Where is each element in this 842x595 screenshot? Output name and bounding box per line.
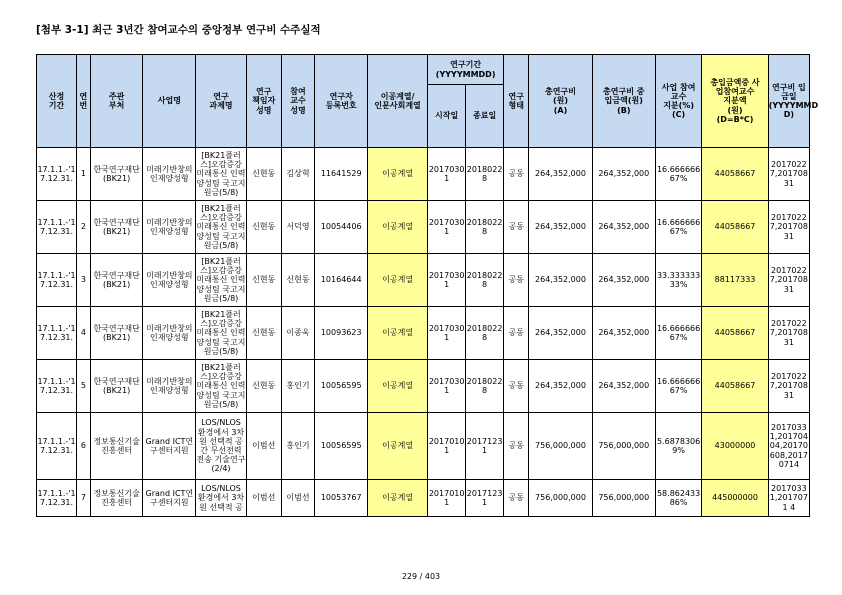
cell-type: 공동	[504, 307, 529, 360]
cell-participant: 신현동	[281, 254, 315, 307]
cell-start: 20170101	[428, 480, 466, 517]
header-participant: 참여 교수 성명	[281, 55, 315, 148]
table-body	[37, 148, 810, 517]
table-header	[37, 55, 819, 148]
cell-no: 5	[77, 360, 91, 413]
table-row	[37, 148, 810, 201]
cell-ministry: 정보통신기술진흥센터	[90, 480, 143, 517]
header-end: 종료일	[466, 85, 504, 148]
cell-end: 20180228	[466, 148, 504, 201]
cell-share: 58.86243386%	[655, 480, 701, 517]
cell-period: 17.1.1.-'17.12.31.	[37, 413, 77, 480]
cell-program: 미래기반창의인재양성형	[143, 201, 196, 254]
cell-end: 20180228	[466, 201, 504, 254]
cell-participant: 서덕영	[281, 201, 315, 254]
cell-end: 20171231	[466, 413, 504, 480]
cell-pi: 이범선	[246, 480, 281, 517]
header-start: 시작일	[428, 85, 466, 148]
table-row	[37, 307, 810, 360]
cell-fund-in: 756,000,000	[592, 480, 655, 517]
cell-ministry: 한국연구재단(BK21)	[90, 360, 143, 413]
cell-field: 이공계열	[368, 254, 428, 307]
cell-total: 264,352,000	[529, 201, 592, 254]
header-share-amount: 총입금액중 사 업참여교수 지분액 (원) (D=B*C)	[702, 55, 768, 148]
research-fund-table	[36, 54, 819, 517]
cell-participant: 홍인기	[281, 360, 315, 413]
cell-participant: 홍인기	[281, 413, 315, 480]
cell-start: 20170301	[428, 307, 466, 360]
cell-fund-in: 264,352,000	[592, 360, 655, 413]
header-no: 연 번	[77, 55, 91, 148]
cell-end: 20180228	[466, 360, 504, 413]
cell-field: 이공계열	[368, 307, 428, 360]
cell-share: 5.68783069%	[655, 413, 701, 480]
cell-start: 20170301	[428, 360, 466, 413]
cell-program: 미래기반창의인재양성형	[143, 307, 196, 360]
cell-start: 20170301	[428, 254, 466, 307]
cell-share: 16.66666667%	[655, 307, 701, 360]
cell-total: 264,352,000	[529, 307, 592, 360]
cell-fund-in: 756,000,000	[592, 413, 655, 480]
header-pi: 연구 책임자 성명	[246, 55, 281, 148]
table-row	[37, 254, 810, 307]
cell-project: [BK21플러스]오감증강 미래통신 인력양성팀 국고지원금(5/8)	[196, 254, 247, 307]
cell-program: 미래기반창의인재양성형	[143, 254, 196, 307]
header-share: 사업 참여 교수 지분(%) (C)	[655, 55, 701, 148]
header-fund-in: 총연구비 중 입금액(원) (B)	[592, 55, 655, 148]
cell-participant: 이종욱	[281, 307, 315, 360]
header-period: 산정 기간	[37, 55, 77, 148]
cell-share: 16.66666667%	[655, 201, 701, 254]
cell-project: [BK21플러스]오감증강 미래통신 인력양성팀 국고지원금(5/8)	[196, 201, 247, 254]
cell-no: 4	[77, 307, 91, 360]
cell-end: 20180228	[466, 254, 504, 307]
cell-date: 20170331,2017071 4	[768, 480, 809, 517]
cell-reg-no: 10054406	[315, 201, 368, 254]
header-ministry: 주관 부처	[90, 55, 143, 148]
cell-share-amount: 44058667	[702, 360, 768, 413]
cell-no: 6	[77, 413, 91, 480]
cell-fund-in: 264,352,000	[592, 148, 655, 201]
cell-start: 20170301	[428, 148, 466, 201]
cell-type: 공동	[504, 148, 529, 201]
cell-reg-no: 10053767	[315, 480, 368, 517]
cell-pi: 신현동	[246, 254, 281, 307]
cell-field: 이공계열	[368, 413, 428, 480]
cell-period: 17.1.1.-'17.12.31.	[37, 254, 77, 307]
cell-ministry: 한국연구재단(BK21)	[90, 307, 143, 360]
cell-total: 264,352,000	[529, 148, 592, 201]
cell-share-amount: 44058667	[702, 148, 768, 201]
cell-no: 3	[77, 254, 91, 307]
cell-start: 20170101	[428, 413, 466, 480]
cell-total: 756,000,000	[529, 480, 592, 517]
cell-period: 17.1.1.-'17.12.31.	[37, 480, 77, 517]
cell-project: [BK21플러스]오감증강 미래통신 인력양성팀 국고지원금(5/8)	[196, 148, 247, 201]
cell-share: 33.33333333%	[655, 254, 701, 307]
cell-program: Grand ICT연구센터지원	[143, 480, 196, 517]
table-row	[37, 480, 810, 517]
table-row	[37, 360, 810, 413]
cell-ministry: 한국연구재단(BK21)	[90, 148, 143, 201]
cell-project: LOS/NLOS 환경에서 3차원 선택적 공	[196, 480, 247, 517]
cell-field: 이공계열	[368, 480, 428, 517]
cell-type: 공동	[504, 480, 529, 517]
header-date: 연구비 입 금일 (YYYYMMD D)	[768, 55, 809, 148]
cell-share: 16.66666667%	[655, 148, 701, 201]
cell-date: 20170227,20170831	[768, 360, 809, 413]
page-number: 229 / 403	[401, 572, 441, 581]
cell-share-amount: 44058667	[702, 307, 768, 360]
cell-field: 이공계열	[368, 148, 428, 201]
cell-ministry: 정보통신기술진흥센터	[90, 413, 143, 480]
cell-no: 7	[77, 480, 91, 517]
cell-field: 이공계열	[368, 360, 428, 413]
cell-reg-no: 11641529	[315, 148, 368, 201]
cell-share: 16.66666667%	[655, 360, 701, 413]
cell-reg-no: 10056595	[315, 413, 368, 480]
header-reg-no: 연구자 등록번호	[315, 55, 368, 148]
cell-pi: 신현동	[246, 148, 281, 201]
cell-date: 20170227,20170831	[768, 201, 809, 254]
table-row	[37, 201, 810, 254]
table-row	[37, 413, 810, 480]
cell-type: 공동	[504, 201, 529, 254]
header-field: 이공계열/ 인문사회계열	[368, 55, 428, 148]
cell-pi: 신현동	[246, 307, 281, 360]
cell-total: 756,000,000	[529, 413, 592, 480]
cell-date: 20170227,20170831	[768, 307, 809, 360]
cell-fund-in: 264,352,000	[592, 254, 655, 307]
cell-reg-no: 10164644	[315, 254, 368, 307]
cell-ministry: 한국연구재단(BK21)	[90, 254, 143, 307]
cell-project: [BK21플러스]오감증강 미래통신 인력양성팀 국고지원금(5/8)	[196, 307, 247, 360]
cell-program: 미래기반창의인재양성형	[143, 148, 196, 201]
cell-start: 20170301	[428, 201, 466, 254]
cell-reg-no: 10093623	[315, 307, 368, 360]
cell-share-amount: 88117333	[702, 254, 768, 307]
cell-program: Grand ICT연구센터지원	[143, 413, 196, 480]
cell-no: 2	[77, 201, 91, 254]
cell-share-amount: 43000000	[702, 413, 768, 480]
cell-total: 264,352,000	[529, 254, 592, 307]
cell-end: 20171231	[466, 480, 504, 517]
cell-period: 17.1.1.-'17.12.31.	[37, 148, 77, 201]
cell-total: 264,352,000	[529, 360, 592, 413]
cell-ministry: 한국연구재단(BK21)	[90, 201, 143, 254]
cell-pi: 신현동	[246, 360, 281, 413]
cell-type: 공동	[504, 413, 529, 480]
cell-program: 미래기반창의인재양성형	[143, 360, 196, 413]
cell-field: 이공계열	[368, 201, 428, 254]
cell-period: 17.1.1.-'17.12.31.	[37, 307, 77, 360]
cell-end: 20180228	[466, 307, 504, 360]
cell-period: 17.1.1.-'17.12.31.	[37, 360, 77, 413]
document-title: [첨부 3-1] 최근 3년간 참여교수의 중앙정부 연구비 수주실적	[36, 24, 321, 36]
header-project: 연구 과제명	[196, 55, 247, 148]
cell-pi: 이범선	[246, 413, 281, 480]
cell-fund-in: 264,352,000	[592, 307, 655, 360]
cell-type: 공동	[504, 254, 529, 307]
cell-date: 20170331,20170404,20170608,20170714	[768, 413, 809, 480]
cell-type: 공동	[504, 360, 529, 413]
cell-period: 17.1.1.-'17.12.31.	[37, 201, 77, 254]
header-program: 사업명	[143, 55, 196, 148]
header-research-period: 연구기간 (YYYYMMDD)	[428, 55, 504, 85]
cell-pi: 신현동	[246, 201, 281, 254]
cell-no: 1	[77, 148, 91, 201]
cell-project: LOS/NLOS 환경에서 3차원 선택적 공간 무선전력 전송 기술연구 (2/4)	[196, 413, 247, 480]
cell-fund-in: 264,352,000	[592, 201, 655, 254]
header-type: 연구 형태	[504, 55, 529, 148]
cell-participant: 이범선	[281, 480, 315, 517]
header-total-fund: 총연구비 (원) (A)	[529, 55, 592, 148]
cell-project: [BK21플러스]오감증강 미래통신 인력양성팀 국고지원금(5/8)	[196, 360, 247, 413]
cell-date: 20170227,20170831	[768, 148, 809, 201]
cell-participant: 김상혁	[281, 148, 315, 201]
cell-share-amount: 44058667	[702, 201, 768, 254]
cell-reg-no: 10056595	[315, 360, 368, 413]
cell-share-amount: 445000000	[702, 480, 768, 517]
cell-date: 20170227,20170831	[768, 254, 809, 307]
